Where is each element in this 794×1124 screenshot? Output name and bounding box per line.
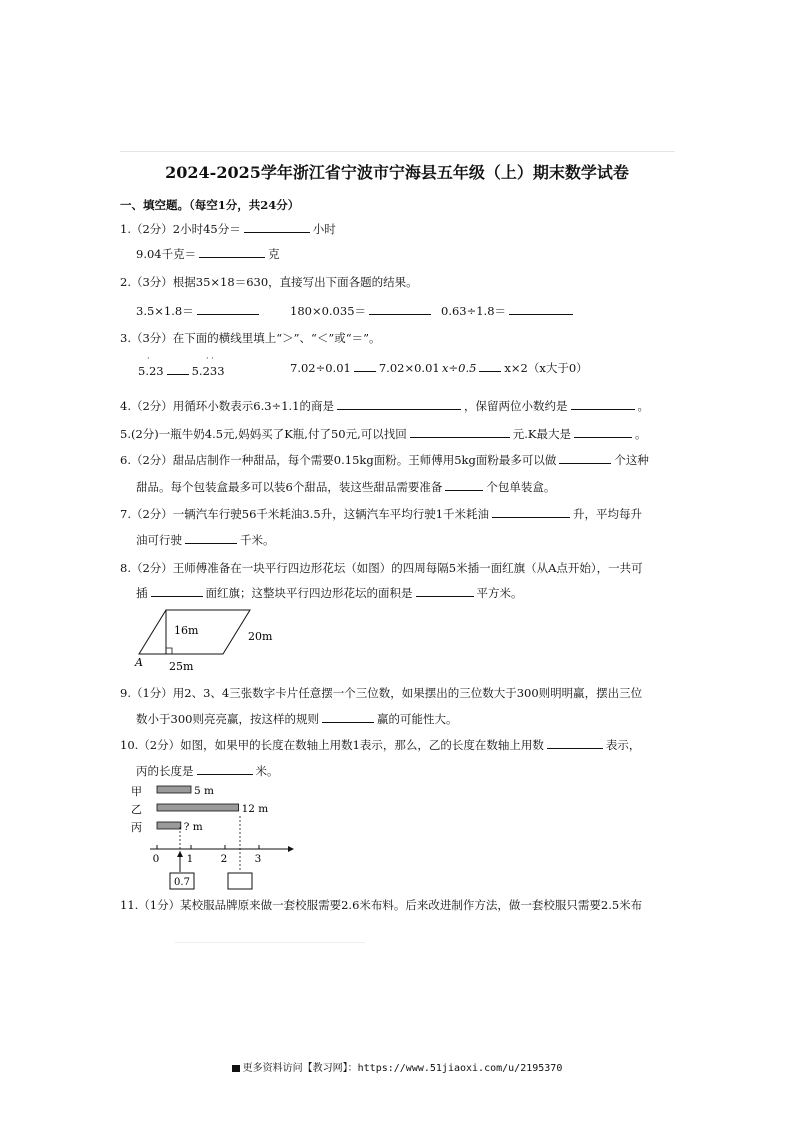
question-1a: 1.（2分）2小时45分＝ 小时 (120, 222, 336, 236)
vertex-label: A (135, 656, 143, 669)
answer-blank[interactable] (547, 737, 603, 749)
question-3-compare1: 5.23 5.233 (138, 364, 225, 378)
answer-blank[interactable] (509, 303, 573, 315)
answer-blank[interactable] (445, 479, 483, 491)
pointer-arrow-icon (177, 851, 183, 857)
question-11: 11.（1分）某校服品牌原来做一套校服需要2.6米布料。后来改进制作方法，做一套校服只需要2.5米布 (120, 898, 643, 912)
bar-乙 (157, 804, 239, 811)
box-value: 0.7 (174, 877, 190, 888)
bar-label: ? m (183, 821, 203, 833)
answer-blank[interactable] (574, 426, 632, 438)
top-rule (120, 151, 675, 152)
footer-rule (175, 942, 365, 943)
right-angle-mark (166, 648, 172, 654)
bar-name: 丙 (131, 821, 142, 834)
question-2: 2.（3分）根据35×18＝630，直接写出下面各题的结果。 (120, 275, 418, 289)
answer-blank[interactable] (337, 398, 461, 410)
question-1b: 9.04千克＝ 克 (136, 247, 280, 261)
tick-label: 2 (220, 853, 228, 865)
answer-blank[interactable] (197, 303, 259, 315)
tick-label: 0 (152, 853, 160, 865)
answer-blank[interactable] (197, 763, 253, 775)
question-8b: 插 面红旗；这整块平行四边形花坛的面积是 平方米。 (136, 586, 523, 600)
repeat-dots: · · (206, 354, 214, 363)
answer-blank[interactable] (410, 426, 510, 438)
footer-link[interactable]: 更多资料访问【教习网】：https://www.51jiaoxi.com/u/2195370 (0, 1059, 794, 1074)
flag-icon (232, 1065, 240, 1072)
bar-label: 12 m (241, 803, 269, 815)
question-6a: 6.（2分）甜品店制作一种甜品，每个需要0.15kg面粉。王师傅用5kg面粉最多可以做 个这种 (120, 453, 649, 467)
answer-blank[interactable] (416, 585, 474, 597)
answer-blank[interactable] (354, 360, 376, 372)
question-10b: 丙的长度是 米。 (136, 764, 279, 778)
answer-blank[interactable] (492, 506, 570, 518)
question-4: 4.（2分）用循环小数表示6.3÷1.1的商是 ，保留两位小数约是 。 (120, 399, 650, 413)
question-10a: 10.（2分）如图，如果甲的长度在数轴上用数1表示，那么，乙的长度在数轴上用数 表示， (120, 738, 641, 752)
question-3-compare3: x÷0.5 x×2（x大于0） (442, 361, 588, 375)
number-line-figure (130, 780, 300, 892)
answer-blank[interactable] (559, 452, 611, 464)
axis-arrow-icon (288, 846, 294, 852)
question-6b: 甜品。每个包装盒最多可以装6个甜品，装这些甜品需要准备 个包单装盒。 (136, 480, 556, 494)
tick-label: 1 (186, 853, 194, 865)
answer-blank[interactable] (571, 398, 635, 410)
question-8a: 8.（2分）王师傅准备在一块平行四边形花坛（如图）的四周每隔5米插一面红旗（从A点开始），一共可 (120, 561, 643, 575)
question-9b: 数小于300则亮亮赢，按这样的规则 赢的可能性大。 (136, 712, 458, 726)
question-3: 3.（3分）在下面的横线里填上“＞”、“＜”或“＝”。 (120, 331, 381, 345)
section-heading: 一、填空题。（每空1分，共24分） (120, 198, 300, 212)
height-label: 16m (174, 624, 199, 637)
question-7a: 7.（2分）一辆汽车行驶56千米耗油3.5升，这辆汽车平均行驶1千米耗油 升，平均每升 (120, 507, 643, 521)
answer-blank[interactable] (151, 585, 203, 597)
answer-blank[interactable] (479, 360, 501, 372)
question-2-expr1: 3.5×1.8＝ (136, 303, 262, 319)
bar-name: 甲 (131, 785, 142, 798)
tick-label: 3 (254, 853, 262, 865)
answer-blank[interactable] (185, 532, 237, 544)
answer-blank[interactable] (369, 303, 431, 315)
answer-blank[interactable] (322, 711, 374, 723)
question-7b: 油可行驶 千米。 (136, 533, 275, 547)
repeat-dot: · (147, 354, 150, 363)
bar-name: 乙 (131, 803, 142, 816)
question-2-expr2: 180×0.035＝ (290, 303, 434, 319)
question-3-compare2: 7.02÷0.01 7.02×0.01 (290, 361, 440, 375)
base-label: 25m (169, 660, 194, 673)
bar-label: 5 m (194, 785, 214, 797)
answer-blank[interactable] (167, 363, 189, 375)
question-9a: 9.（1分）用2、3、4三张数字卡片任意摆一个三位数，如果摆出的三位数大于300则明明赢，摆出三位 (120, 686, 643, 700)
answer-blank[interactable] (199, 246, 265, 258)
page-title: 2024-2025学年浙江省宁波市宁海县五年级（上）期末数学试卷 (165, 163, 629, 182)
answer-box-blank[interactable] (228, 873, 252, 889)
parallelogram-figure (130, 604, 290, 676)
bar-丙 (157, 822, 181, 829)
question-2-expr3: 0.63÷1.8＝ (441, 303, 576, 319)
answer-blank[interactable] (244, 221, 310, 233)
bar-甲 (157, 786, 191, 793)
side-label: 20m (248, 630, 273, 643)
question-5: 5.(2分)一瓶牛奶4.5元,妈妈买了K瓶,付了50元,可以找回 元.K最大是 。 (120, 427, 647, 441)
